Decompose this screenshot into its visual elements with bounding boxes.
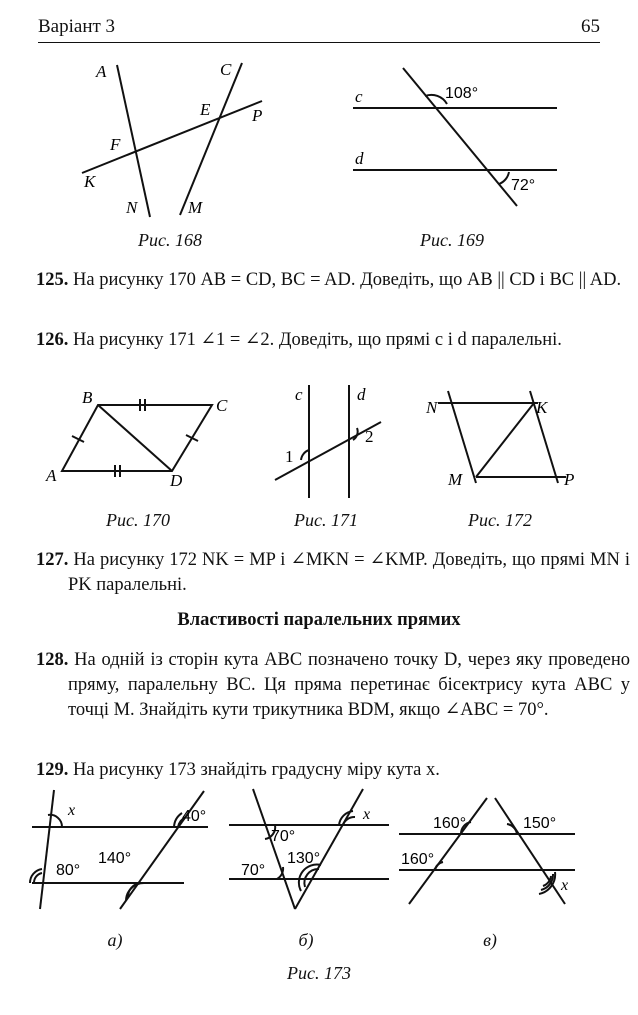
caption-173: Рис. 173 xyxy=(287,963,351,983)
caption-170: Рис. 170 xyxy=(106,510,170,530)
line-d-label: d xyxy=(357,385,366,404)
problem-125-number: 125. xyxy=(36,270,69,290)
label-M: M xyxy=(188,198,203,217)
label-N: N xyxy=(126,198,138,217)
figure-169 xyxy=(345,60,565,215)
problem-128 xyxy=(36,648,630,723)
figure-168 xyxy=(70,55,280,225)
figure-173c xyxy=(395,790,585,910)
problem-129-text: На рисунку 173 знайдіть градусну міру кута x. xyxy=(73,760,440,780)
angle-160-bottom: 160° xyxy=(401,851,435,868)
problem-125-text: На рисунку 170 AB = CD, BC = AD. Доведіть, що AB || CD і BC || AD. xyxy=(73,270,622,290)
problem-126-number: 126. xyxy=(36,330,69,350)
label-D: D xyxy=(170,471,183,490)
figure-173a xyxy=(28,785,218,915)
variant-title: Варіант 3 xyxy=(38,16,116,37)
angle-72: 72° xyxy=(511,177,536,194)
label-P: P xyxy=(564,470,575,489)
angle-x: x xyxy=(68,802,76,819)
angle-x: x xyxy=(561,877,569,894)
problem-128-number: 128. xyxy=(36,650,69,670)
problem-127-text: На рисунку 172 NK = MP і ∠MKN = ∠KMP. Доведіть, що прямі MN і PK паралельні. xyxy=(68,550,631,595)
label-K: K xyxy=(84,172,96,191)
label-F: F xyxy=(110,135,121,154)
label-A: A xyxy=(46,466,57,485)
page-header xyxy=(38,14,600,43)
problem-127-number: 127. xyxy=(36,550,69,570)
angle-140: 140° xyxy=(98,850,132,867)
angle-160-top: 160° xyxy=(433,815,467,832)
caption-172: Рис. 172 xyxy=(468,510,532,530)
angle-130: 130° xyxy=(287,850,321,867)
line-d-label: d xyxy=(355,149,364,168)
subcaption-c: в) xyxy=(483,930,497,950)
caption-168: Рис. 168 xyxy=(138,230,202,250)
label-A: A xyxy=(96,62,107,81)
label-B: B xyxy=(82,388,93,407)
line-c-label: c xyxy=(295,385,303,404)
section-title: Властивості паралельних прямих xyxy=(177,610,461,630)
figure-173b xyxy=(225,785,395,915)
subcaption-a: а) xyxy=(107,930,123,950)
angle-40: 40° xyxy=(182,808,207,825)
angle-70-top: 70° xyxy=(271,828,296,845)
angle-150: 150° xyxy=(523,815,557,832)
caption-171: Рис. 171 xyxy=(294,510,358,530)
label-C: C xyxy=(220,60,232,79)
figure-172 xyxy=(420,385,580,495)
subcaption-b: б) xyxy=(298,930,314,950)
page-number: 65 xyxy=(581,16,600,37)
problem-126-text: На рисунку 171 ∠1 = ∠2. Доведіть, що прямі c і d паралельні. xyxy=(73,330,562,350)
angle-2-label: 2 xyxy=(365,427,374,446)
problem-127 xyxy=(36,548,630,598)
label-C: C xyxy=(216,396,228,415)
problem-128-text: На одній із сторін кута ABC позначено точку D, через яку проведено пряму, паралельну BC. Ця пряма перетинає бісектрису кута ABC у точці M. Знайдіть кути трикутника BDM, якщо ∠ABC = 70°. xyxy=(68,650,631,720)
problem-129-number: 129. xyxy=(36,760,69,780)
line-c-label: c xyxy=(355,87,363,106)
angle-108: 108° xyxy=(445,85,479,102)
angle-x: x xyxy=(363,806,371,823)
problem-129 xyxy=(36,758,630,783)
problem-125 xyxy=(36,268,630,293)
problem-126 xyxy=(36,328,630,353)
label-E: E xyxy=(200,100,211,119)
figure-170 xyxy=(40,385,240,495)
label-K: K xyxy=(536,398,548,417)
angle-1-label: 1 xyxy=(285,447,294,466)
label-N: N xyxy=(426,398,438,417)
caption-169: Рис. 169 xyxy=(420,230,484,250)
label-P: P xyxy=(252,106,263,125)
angle-70-bottom: 70° xyxy=(241,862,266,879)
label-M: M xyxy=(448,470,463,489)
angle-80: 80° xyxy=(56,862,81,879)
figure-171 xyxy=(265,380,385,505)
